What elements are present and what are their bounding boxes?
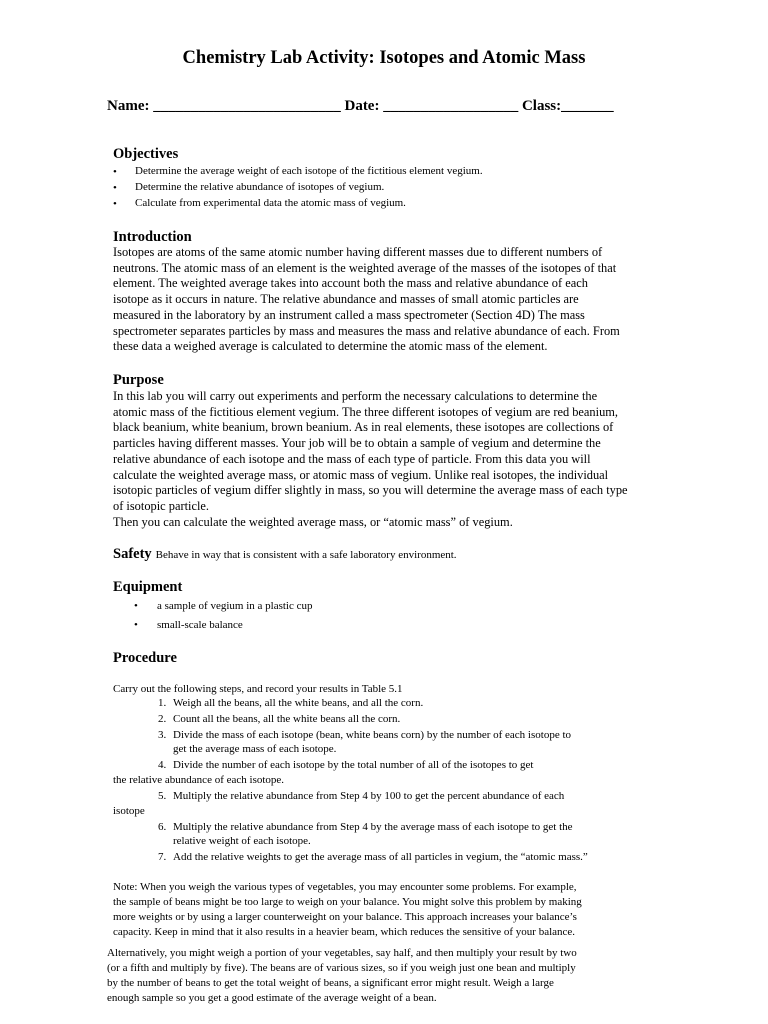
procedure-intro: Carry out the following steps, and record your results in Table 5.1: [113, 683, 403, 695]
equipment-item: small-scale balance: [157, 619, 243, 631]
introduction-line: spectrometer separates particles by mass and measures the mass and relative abundance of each. From: [113, 323, 620, 338]
step-number: 5.: [158, 790, 167, 802]
bullet-icon: •: [113, 166, 117, 178]
purpose-line: calculate the weighted average mass, or atomic mass of vegium. Unlike real isotopes, the individual: [113, 467, 609, 482]
step-number: 3.: [158, 729, 167, 741]
introduction-line: these data a weighed average is calculated to determine the atomic mass of the element.: [113, 339, 548, 354]
safety-heading: Safety: [113, 546, 152, 562]
header-fields: [107, 98, 614, 115]
purpose-paragraph: [113, 389, 628, 530]
purpose-line: Then you can calculate the weighted average mass, or “atomic mass” of vegium.: [113, 514, 513, 529]
alternatively-line: enough sample so you get a good estimate of the average weight of a bean.: [107, 992, 437, 1004]
step-number: 6.: [158, 821, 167, 833]
step-number: 7.: [158, 851, 167, 863]
introduction-line: measured in the laboratory by an instrument called a mass spectrometer (Section 4D) The mass: [113, 307, 585, 322]
date-label: Date:: [344, 98, 380, 114]
purpose-line: relative abundance of each isotope and the mass of each type of particle. From this data you will: [113, 451, 591, 466]
procedure-heading: Procedure: [113, 650, 177, 666]
step-text: Weigh all the beans, all the white beans, and all the corn.: [173, 697, 424, 709]
objectives-heading: Objectives: [113, 146, 179, 162]
step-text: Multiply the relative abundance from Step 4 by 100 to get the percent abundance of each: [173, 790, 565, 802]
bullet-icon: •: [134, 619, 138, 631]
alternatively-line: (or a fifth and multiply by five). The beans are of various sizes, so if you weigh just one bean and multiply: [107, 962, 576, 974]
class-label: Class:: [521, 98, 562, 114]
introduction-line: neutrons. The atomic mass of an element is the weighted average of the masses of the isotopes of that: [113, 260, 617, 275]
page-title: Chemistry Lab Activity: Isotopes and Atomic Mass: [182, 48, 586, 68]
date-field[interactable]: __________________: [383, 98, 519, 114]
purpose-line: particles having different masses. Your job will be to obtain a sample of vegium and determine the: [113, 436, 601, 451]
introduction-line: element. The weighted average takes into account both the mass and relative abundance of each: [113, 276, 588, 291]
bullet-icon: •: [134, 600, 138, 612]
note-line: the sample of beans might be too large to weigh on your balance. You might solve this problem by making: [113, 896, 582, 908]
purpose-line: of isotopic particle.: [113, 498, 209, 513]
safety-text: Behave in way that is consistent with a safe laboratory environment.: [155, 549, 457, 561]
step-text: relative weight of each isotope.: [173, 835, 311, 847]
step-text: Add the relative weights to get the average mass of all particles in vegium, the “atomic mass.”: [173, 851, 588, 863]
alternatively-line: by the number of beans to get the total weight of beans, a significant error might result. Weigh a large: [107, 977, 554, 989]
bullet-icon: •: [113, 198, 117, 210]
alternatively-line: Alternatively, you might weigh a portion of your vegetables, say half, and then multiply your result by two: [107, 947, 577, 959]
name-field[interactable]: _________________________: [153, 98, 341, 114]
step-text: get the average mass of each isotope.: [173, 743, 337, 755]
note-line: capacity. Keep in mind that it also results in a heavier beam, which reduces the sensitive of your balance.: [113, 926, 576, 938]
purpose-line: atomic mass of the fictitious element vegium. The three different isotopes of vegium are red beanium,: [113, 404, 618, 419]
bullet-icon: •: [113, 182, 117, 194]
step-number: 4.: [158, 759, 167, 771]
introduction-line: Isotopes are atoms of the same atomic number having different masses due to different numbers of: [113, 245, 603, 259]
note-line: Note: When you weigh the various types of vegetables, you may encounter some problems. For example,: [113, 881, 577, 893]
step-text: isotope: [113, 805, 145, 817]
step-text: the relative abundance of each isotope.: [113, 774, 285, 786]
step-number: 1.: [158, 697, 167, 709]
step-text: Divide the mass of each isotope (bean, white beans corn) by the number of each isotope to: [173, 729, 572, 741]
class-field[interactable]: _______: [561, 98, 614, 114]
introduction-paragraph: [113, 245, 620, 355]
objective-item: Determine the relative abundance of isotopes of vegium.: [135, 181, 385, 193]
step-text: Multiply the relative abundance from Step 4 by the average mass of each isotope to get the: [173, 821, 573, 833]
purpose-heading: Purpose: [113, 372, 164, 388]
step-text: Count all the beans, all the white beans all the corn.: [173, 713, 401, 725]
objective-item: Calculate from experimental data the atomic mass of vegium.: [135, 197, 406, 209]
purpose-line: black beanium, white beanium, brown beanium. As in real elements, these isotopes are collections of: [113, 420, 614, 435]
note-line: more weights or by using a larger counterweight on your balance. This approach increases your balance’s: [113, 911, 577, 923]
step-number: 2.: [158, 713, 167, 725]
equipment-item: a sample of vegium in a plastic cup: [157, 600, 313, 612]
name-label: Name:: [107, 98, 150, 114]
safety-section: [113, 545, 457, 563]
objective-item: Determine the average weight of each isotope of the fictitious element vegium.: [135, 165, 483, 177]
purpose-line: isotopic particles of vegium differ slightly in mass, so you will determine the average mass of each type: [113, 483, 628, 498]
introduction-heading: Introduction: [113, 229, 192, 245]
step-text: Divide the number of each isotope by the total number of all of the isotopes to get: [173, 759, 534, 771]
introduction-line: isotope as it occurs in nature. The relative abundance and masses of small atomic particles are: [113, 292, 579, 307]
equipment-heading: Equipment: [113, 579, 183, 595]
purpose-line: In this lab you will carry out experiments and perform the necessary calculations to determine the: [113, 389, 598, 403]
